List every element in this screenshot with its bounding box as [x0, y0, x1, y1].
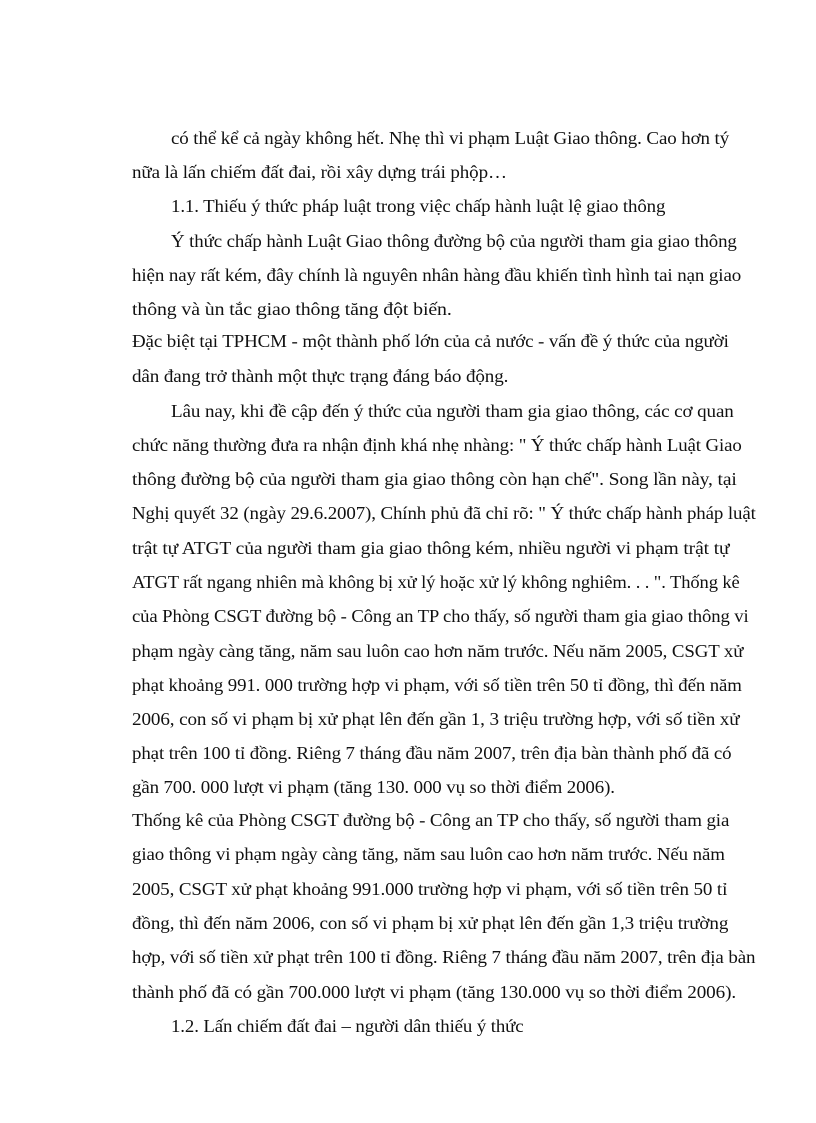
paragraph-line: phạm ngày càng tăng, năm sau luôn cao hơn năm trước. Nếu năm 2005, CSGT xử — [132, 641, 744, 661]
paragraph-line: dân đang trở thành một thực trạng đáng báo động. — [132, 366, 509, 386]
paragraph-line: hợp, với số tiền xử phạt trên 100 tỉ đồng. Riêng 7 tháng đầu năm 2007, trên địa bàn — [132, 947, 756, 967]
paragraph-line: Lâu nay, khi đề cập đến ý thức của người tham gia giao thông, các cơ quan — [171, 401, 734, 421]
paragraph-line: phạt khoảng 991. 000 trường hợp vi phạm, với số tiền trên 50 tỉ đồng, thì đến năm — [132, 675, 742, 695]
paragraph-line: thông và ùn tắc giao thông tăng đột biến. — [132, 299, 452, 319]
paragraph-line: Đặc biệt tại TPHCM - một thành phố lớn của cả nước - vấn đề ý thức của người — [132, 331, 729, 351]
paragraph-line: của Phòng CSGT đường bộ - Công an TP cho thấy, số người tham gia giao thông vi — [132, 606, 749, 626]
paragraph-line: ATGT rất ngang nhiên mà không bị xử lý hoặc xử lý không nghiêm. . . ". Thống kê — [132, 572, 740, 592]
section-heading: 1.2. Lấn chiếm đất đai – người dân thiếu ý thức — [171, 1016, 524, 1036]
paragraph-line: gần 700. 000 lượt vi phạm (tăng 130. 000 vụ so thời điểm 2006). — [132, 777, 615, 797]
paragraph-line: trật tự ATGT của người tham gia giao thông kém, nhiều người vi phạm trật tự — [132, 538, 730, 558]
paragraph-line: đồng, thì đến năm 2006, con số vi phạm bị xử phạt lên đến gần 1,3 triệu trường — [132, 913, 729, 933]
paragraph-line: nữa là lấn chiếm đất đai, rồi xây dựng trái phộp… — [132, 162, 507, 182]
paragraph-line: hiện nay rất kém, đây chính là nguyên nhân hàng đầu khiến tình hình tai nạn giao — [132, 265, 742, 285]
paragraph-line: Nghị quyết 32 (ngày 29.6.2007), Chính phủ đã chỉ rõ: " Ý thức chấp hành pháp luật — [132, 503, 756, 523]
paragraph-line: Thống kê của Phòng CSGT đường bộ - Công an TP cho thấy, số người tham gia — [132, 810, 730, 830]
paragraph-line: chức năng thường đưa ra nhận định khá nhẹ nhàng: " Ý thức chấp hành Luật Giao — [132, 435, 742, 455]
paragraph-line: có thể kể cả ngày không hết. Nhẹ thì vi phạm Luật Giao thông. Cao hơn tý — [171, 128, 730, 148]
paragraph-line: Ý thức chấp hành Luật Giao thông đường bộ của người tham gia giao thông — [171, 231, 737, 251]
paragraph-line: thông đường bộ của người tham gia giao thông còn hạn chế". Song lần này, tại — [132, 469, 737, 489]
paragraph-line: thành phố đã có gần 700.000 lượt vi phạm (tăng 130.000 vụ so thời điểm 2006). — [132, 982, 736, 1002]
paragraph-line: giao thông vi phạm ngày càng tăng, năm sau luôn cao hơn năm trước. Nếu năm — [132, 844, 725, 864]
section-heading: 1.1. Thiếu ý thức pháp luật trong việc chấp hành luật lệ giao thông — [171, 196, 666, 216]
paragraph-line: phạt trên 100 tỉ đồng. Riêng 7 tháng đầu năm 2007, trên địa bàn thành phố đã có — [132, 743, 732, 763]
paragraph-line: 2005, CSGT xử phạt khoảng 991.000 trường hợp vi phạm, với số tiền trên 50 tỉ — [132, 879, 728, 899]
paragraph-line: 2006, con số vi phạm bị xử phạt lên đến gần 1, 3 triệu trường hợp, với số tiền xử — [132, 709, 740, 729]
